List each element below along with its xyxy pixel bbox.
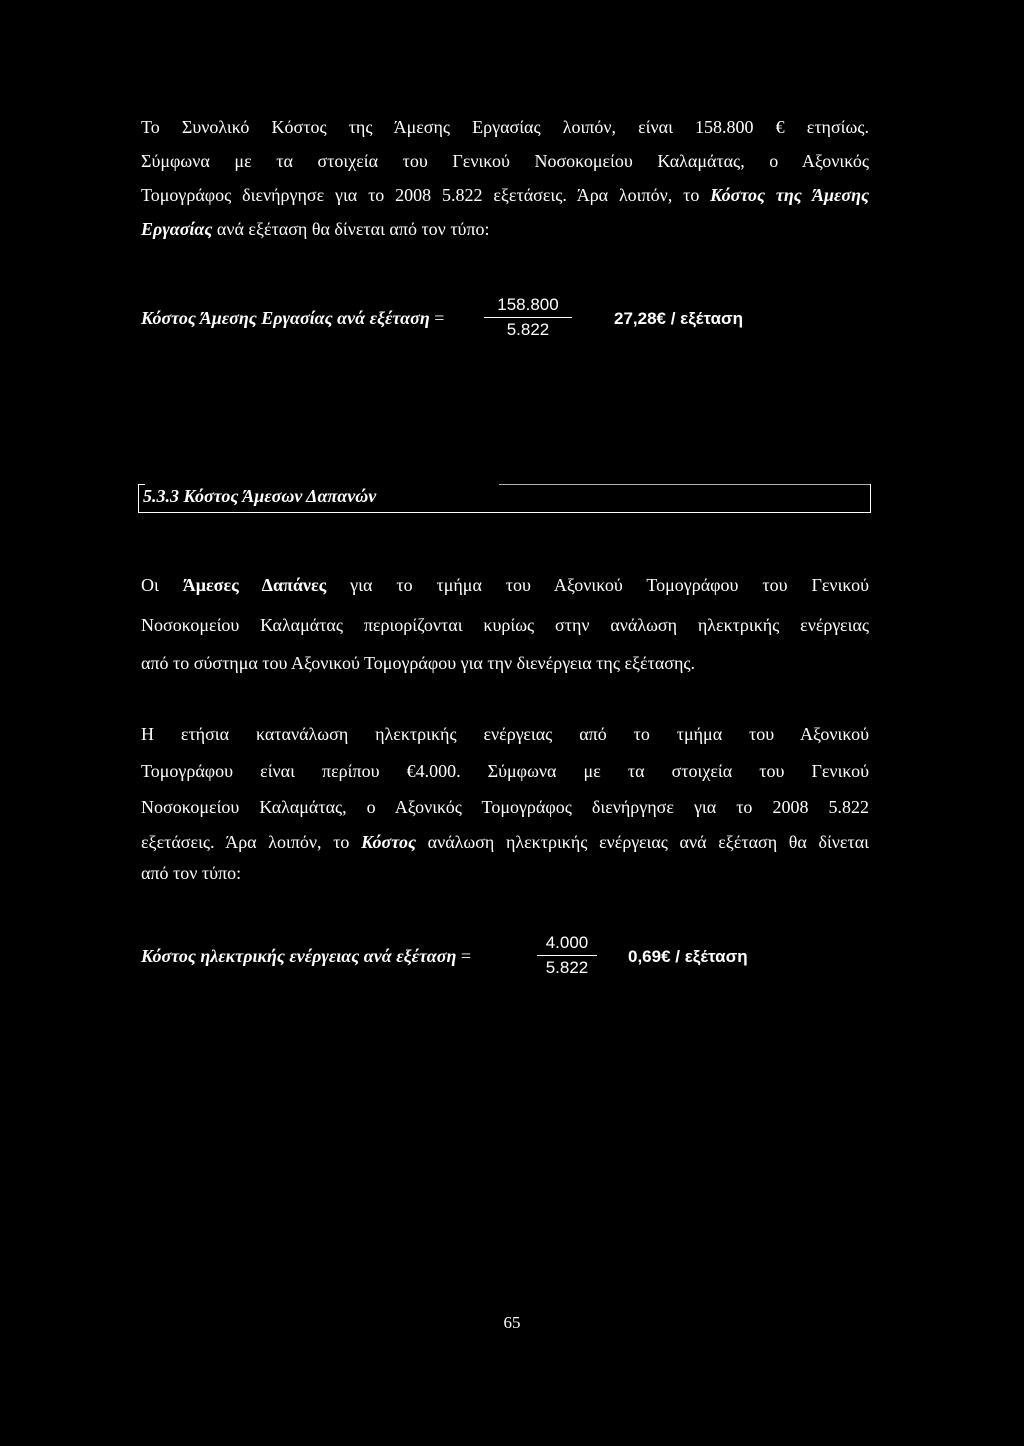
p1-line-3: Τομογράφος διενήργησε για το 2008 5.822 εξετάσεις. Άρα λοιπόν, το Κόστος της Άμεσης [141, 185, 869, 205]
p2-line-3: από το σύστημα του Αξονικού Τομογράφου για την διενέργεια της εξέτασης. [141, 653, 696, 673]
formula-2-numerator: 4.000 [545, 933, 589, 952]
formula-2-denominator: 5.822 [545, 958, 589, 977]
p3-line-5: από τον τύπο: [141, 863, 242, 883]
section-heading: 5.3.3 Κόστος Άμεσων Δαπανών [143, 486, 377, 506]
fraction-bar [537, 955, 597, 956]
formula-1-numerator: 158.800 [497, 295, 559, 314]
page-number: 65 [503, 1313, 521, 1332]
p1-line-4: Εργασίας ανά εξέταση θα δίνεται από τον τύπο: [141, 219, 490, 239]
p1-line-2: Σύμφωνα με τα στοιχεία του Γενικού Νοσοκομείου Καλαμάτας, ο Αξονικός [141, 151, 869, 171]
p2-line-1: Οι Άμεσες Δαπάνες για το τμήμα του Αξονικού Τομογράφου του Γενικού [141, 575, 870, 595]
formula-1-result: 27,28€ / εξέταση [614, 309, 744, 328]
formula-1-fraction [484, 295, 572, 340]
fraction-bar [484, 317, 572, 318]
p3-line-2: Τομογράφου είναι περίπου €4.000. Σύμφωνα με τα στοιχεία του Γενικού [141, 761, 869, 781]
p3-line-1: Η ετήσια κατανάλωση ηλεκτρικής ενέργειας από το τμήμα του Αξονικού [141, 724, 869, 744]
formula-1-label: Κόστος Άμεσης Εργασίας ανά εξέταση = [141, 308, 445, 328]
p3-line-3: Νοσοκομείου Καλαμάτας, ο Αξονικός Τομογράφος διενήργησε για το 2008 5.822 [141, 797, 869, 817]
p3-line-4: εξετάσεις. Άρα λοιπόν, το Κόστος ανάλωση ηλεκτρικής ενέργειας ανά εξέταση θα δίνεται [141, 832, 869, 852]
formula-2-label: Κόστος ηλεκτρικής ενέργειας ανά εξέταση = [141, 946, 471, 966]
formula-2-result: 0,69€ / εξέταση [628, 947, 748, 966]
p2-line-2: Νοσοκομείου Καλαμάτας περιορίζονται κυρίως στην ανάλωση ηλεκτρικής ενέργειας [141, 615, 869, 635]
formula-2-fraction [537, 933, 597, 978]
section-heading-box [138, 484, 871, 513]
p1-line-1: Το Συνολικό Κόστος της Άμεσης Εργασίας λοιπόν, είναι 158.800 € ετησίως. [141, 117, 869, 137]
formula-1-denominator: 5.822 [506, 320, 550, 339]
